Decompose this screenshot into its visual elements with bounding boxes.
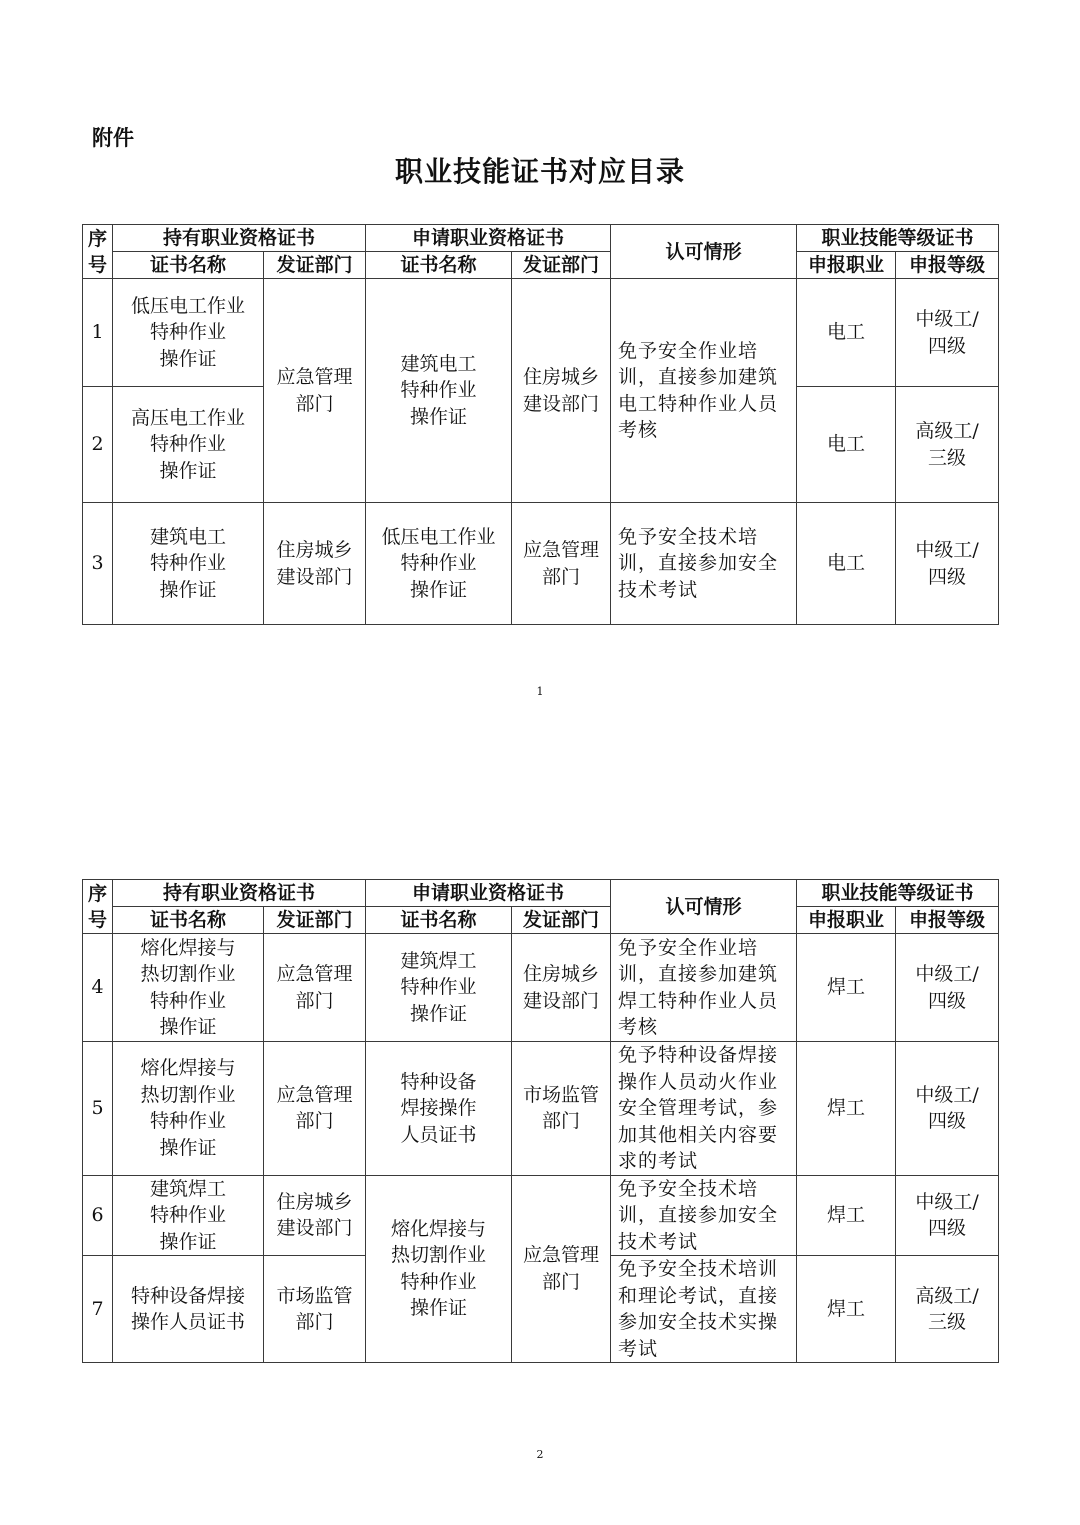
cell-line: 低压电工作业 [130, 294, 245, 317]
cell-line: 建设部门 [523, 392, 600, 415]
cell-line: 电工 [827, 321, 866, 344]
cell-line: 特种设备焊接 [130, 1284, 245, 1307]
cell-line: 特种作业 [149, 433, 226, 456]
cell-line: 特种作业 [149, 989, 226, 1012]
cell-line: 操作证 [159, 1016, 217, 1038]
cell-line: 建设部门 [276, 565, 353, 588]
cell-line: 部门 [542, 1110, 581, 1133]
cell-line: 部门 [295, 989, 334, 1012]
cell-line: 3 [91, 552, 104, 575]
cell-line: 中级工/ [915, 1190, 979, 1213]
cell-line: 操作证 [159, 347, 217, 370]
cell-line: 建筑焊工 [400, 949, 477, 972]
recognition-condition [611, 1042, 797, 1176]
cell-line: 考核 [618, 419, 659, 441]
applied-cert-name [366, 934, 512, 1042]
held-cert-name [113, 1175, 264, 1256]
declared-level [896, 934, 999, 1042]
cell-line: 四级 [928, 1217, 967, 1240]
declared-occupation [797, 387, 896, 503]
cell-line: 电工 [827, 433, 866, 456]
cell-line: 操作证 [410, 405, 468, 428]
cell-line: 电工特种作业人员 [618, 392, 779, 415]
held-cert-issuer [264, 1175, 366, 1256]
held-cert-issuer [264, 1042, 366, 1176]
cell-line: 加其他相关内容要 [618, 1123, 779, 1146]
cell-line: 参加安全技术实操 [618, 1311, 779, 1333]
cell-line: 操作人员动火作业 [618, 1070, 779, 1093]
cell-line: 建筑电工 [400, 352, 477, 375]
cell-line: 求的考试 [618, 1150, 699, 1172]
declared-occupation [797, 1175, 896, 1256]
cell-line: 技术考试 [618, 1230, 699, 1253]
header-held-cert: 持有职业资格证书 [113, 880, 366, 907]
applied-cert-name [366, 1175, 512, 1363]
header-seq [83, 225, 113, 279]
table-row [83, 1042, 999, 1176]
cell-line: 建筑电工 [149, 525, 226, 548]
cell-line: 5 [91, 1097, 104, 1119]
header-applied-cert: 申请职业资格证书 [366, 225, 611, 252]
cell-line: 低压电工作业 [381, 525, 496, 548]
cell-line: 操作证 [159, 1230, 217, 1253]
cell-line: 高压电工作业 [130, 406, 245, 429]
cell-line: 操作证 [159, 459, 217, 482]
cell-line: 建设部门 [523, 989, 600, 1012]
header-occupation: 申报职业 [797, 907, 896, 934]
recognition-condition [611, 503, 797, 625]
cell-line: 四级 [928, 1110, 967, 1133]
cell-line: 特种作业 [149, 1204, 226, 1226]
cell-line: 建设部门 [276, 1217, 353, 1240]
applied-cert-name [366, 503, 512, 625]
cell-line: 中级工/ [915, 1083, 979, 1106]
held-cert-name [113, 934, 264, 1042]
cell-line: 应急管理 [523, 539, 600, 561]
cell-line: 焊工 [827, 1097, 866, 1119]
cell-line: 市场监管 [523, 1083, 600, 1106]
recognition-condition [611, 279, 797, 503]
cell-line: 免予安全技术培 [618, 525, 759, 548]
cell-line: 部门 [542, 1270, 581, 1293]
page-title: 职业技能证书对应目录 [394, 155, 685, 188]
cell-line: 特种作业 [400, 379, 477, 402]
cell-line: 操作证 [159, 578, 217, 601]
cell-line: 焊工 [827, 1297, 866, 1320]
cell-line: 和理论考试，直接 [618, 1284, 779, 1307]
cell-line: 应急管理 [276, 1083, 353, 1106]
recognition-condition [611, 1256, 797, 1363]
cell-line: 6 [91, 1204, 104, 1226]
recognition-condition [611, 1175, 797, 1256]
row-number [83, 934, 113, 1042]
cell-line: 训，直接参加建筑 [618, 963, 779, 985]
declared-level [896, 279, 999, 387]
cell-line: 熔化焊接与 [140, 936, 236, 959]
attachment-label: 附件 [92, 126, 134, 150]
header-level: 申报等级 [896, 252, 999, 279]
cell-line: 住房城乡 [523, 963, 600, 985]
header-skill-cert: 职业技能等级证书 [797, 880, 999, 907]
cell-line: 训，直接参加安全 [618, 552, 779, 575]
header-level: 申报等级 [896, 907, 999, 934]
applied-cert-issuer [512, 279, 611, 503]
cell-line: 免予安全技术培训 [618, 1258, 779, 1280]
applied-cert-name [366, 1042, 512, 1176]
cell-line: 操作人员证书 [130, 1311, 245, 1333]
cell-line: 特种作业 [400, 552, 477, 575]
cell-line: 技术考试 [618, 578, 699, 601]
cell-line: 熔化焊接与 [140, 1057, 236, 1080]
table-row [83, 503, 999, 625]
cell-line: 四级 [928, 565, 967, 588]
declared-occupation [797, 503, 896, 625]
declared-occupation [797, 1256, 896, 1363]
cell-line: 住房城乡 [276, 539, 353, 561]
cell-line: 中级工/ [915, 308, 979, 330]
cell-line: 市场监管 [276, 1284, 353, 1307]
cell-line: 热切割作业 [140, 1083, 236, 1106]
cell-line: 应急管理 [276, 963, 353, 985]
cell-line: 焊工特种作业人员 [618, 989, 779, 1012]
declared-occupation [797, 279, 896, 387]
cell-line: 热切割作业 [140, 963, 236, 985]
header-issuer: 发证部门 [512, 252, 611, 279]
cell-line: 部门 [295, 1311, 334, 1333]
cell-line: 安全管理考试，参 [618, 1097, 779, 1119]
declared-level [896, 1256, 999, 1363]
applied-cert-name [366, 279, 512, 503]
held-cert-issuer [264, 1256, 366, 1363]
page-number: 2 [536, 1448, 544, 1461]
declared-level [896, 1175, 999, 1256]
cell-line: 免予安全作业培 [618, 339, 759, 362]
cell-line: 训，直接参加安全 [618, 1204, 779, 1226]
cell-line: 建筑焊工 [149, 1177, 226, 1200]
header-applied-cert: 申请职业资格证书 [366, 880, 611, 907]
table-row [83, 1175, 999, 1256]
header-issuer: 发证部门 [264, 252, 366, 279]
page-number: 1 [536, 685, 544, 698]
header-issuer: 发证部门 [264, 907, 366, 934]
cell-line: 中级工/ [915, 963, 979, 985]
header-cert-name: 证书名称 [113, 252, 264, 279]
row-number [83, 279, 113, 387]
declared-occupation [797, 1042, 896, 1176]
declared-level [896, 387, 999, 503]
held-cert-name [113, 1256, 264, 1363]
header-seq [83, 880, 113, 934]
cell-line: 免予安全技术培 [618, 1177, 759, 1200]
header-seq-text: 序号 [88, 227, 108, 276]
cell-line: 操作证 [410, 1297, 468, 1320]
held-cert-name [113, 1042, 264, 1176]
header-cert-name: 证书名称 [366, 907, 512, 934]
cell-line: 训，直接参加建筑 [618, 366, 779, 388]
row-number [83, 503, 113, 625]
declared-level [896, 503, 999, 625]
cell-line: 操作证 [410, 578, 468, 601]
row-number [83, 1175, 113, 1256]
held-cert-issuer [264, 279, 366, 503]
applied-cert-issuer [512, 503, 611, 625]
cell-line: 特种设备 [400, 1070, 477, 1093]
cell-line: 考试 [618, 1337, 659, 1360]
cell-line: 2 [91, 433, 104, 456]
certificate-table-page-2 [82, 879, 999, 1363]
cell-line: 中级工/ [915, 539, 979, 561]
row-number [83, 1042, 113, 1176]
cell-line: 考核 [618, 1016, 659, 1038]
cell-line: 住房城乡 [276, 1190, 353, 1213]
cell-line: 7 [91, 1297, 104, 1320]
cell-line: 四级 [928, 334, 967, 357]
cell-line: 应急管理 [523, 1244, 600, 1267]
cell-line: 特种作业 [149, 552, 226, 575]
cell-line: 三级 [928, 1311, 967, 1333]
cell-line: 电工 [827, 552, 866, 575]
cell-line: 部门 [295, 392, 334, 415]
cell-line: 特种作业 [149, 321, 226, 344]
declared-level [896, 1042, 999, 1176]
header-occupation: 申报职业 [797, 252, 896, 279]
cell-line: 1 [91, 321, 104, 344]
header-held-cert: 持有职业资格证书 [113, 225, 366, 252]
header-issuer: 发证部门 [512, 907, 611, 934]
cell-line: 特种作业 [149, 1110, 226, 1133]
cell-line: 住房城乡 [523, 366, 600, 388]
cell-line: 部门 [542, 565, 581, 588]
cell-line: 四级 [928, 989, 967, 1012]
recognition-condition [611, 934, 797, 1042]
cell-line: 免予安全作业培 [618, 936, 759, 959]
applied-cert-issuer [512, 1042, 611, 1176]
held-cert-name [113, 279, 264, 387]
held-cert-issuer [264, 934, 366, 1042]
cell-line: 人员证书 [400, 1123, 477, 1146]
cell-line: 热切割作业 [391, 1244, 487, 1267]
table-row [83, 279, 999, 387]
cell-line: 焊工 [827, 1204, 866, 1226]
held-cert-name [113, 503, 264, 625]
cell-line: 三级 [928, 446, 967, 469]
header-seq-text: 序号 [88, 882, 108, 931]
certificate-table-page-1 [82, 224, 999, 625]
cell-line: 应急管理 [276, 366, 353, 388]
cell-line: 特种作业 [400, 1270, 477, 1293]
row-number [83, 1256, 113, 1363]
table-row [83, 934, 999, 1042]
cell-line: 4 [91, 976, 104, 999]
cell-line: 操作证 [410, 1002, 468, 1025]
cell-line: 部门 [295, 1110, 334, 1133]
cell-line: 特种作业 [400, 976, 477, 999]
cell-line: 焊接操作 [400, 1097, 477, 1119]
header-recognition: 认可情形 [611, 880, 797, 934]
cell-line: 操作证 [159, 1136, 217, 1159]
cell-line: 免予特种设备焊接 [618, 1044, 779, 1066]
header-recognition: 认可情形 [611, 225, 797, 279]
cell-line: 焊工 [827, 976, 866, 999]
held-cert-issuer [264, 503, 366, 625]
applied-cert-issuer [512, 1175, 611, 1363]
header-cert-name: 证书名称 [113, 907, 264, 934]
header-cert-name: 证书名称 [366, 252, 512, 279]
header-skill-cert: 职业技能等级证书 [797, 225, 999, 252]
held-cert-name [113, 387, 264, 503]
cell-line: 熔化焊接与 [391, 1217, 487, 1240]
cell-line: 高级工/ [915, 420, 979, 442]
applied-cert-issuer [512, 934, 611, 1042]
cell-line: 高级工/ [915, 1284, 979, 1307]
declared-occupation [797, 934, 896, 1042]
row-number [83, 387, 113, 503]
